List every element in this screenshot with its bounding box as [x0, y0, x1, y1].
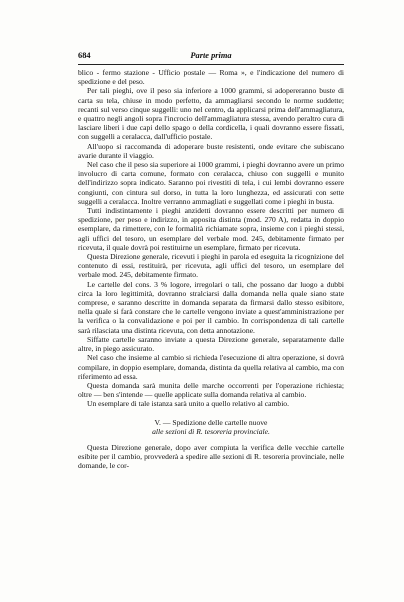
running-head: Parte prima [190, 51, 232, 60]
paragraph: Un esemplare di tale istanza sarà unito a quello relativo al cambio. [87, 399, 290, 409]
paragraph: Questa Direzione generale, ricevuti i pieghi in parola ed eseguita la ricognizione del contenuto di essi, restituirà, per ricevuta, agli uffici del tesoro, un esemplare del verbale mod. 245, debitamente firmato. [78, 252, 344, 280]
page-number: 684 [78, 51, 91, 60]
paragraph: All'uopo si raccomanda di adoperare buste resistenti, onde evitare che subiscano avarie durante il viaggio. [78, 141, 344, 160]
paragraph: Siffatte cartelle saranno inviate a questa Direzione generale, separatamente dalle altre, in piego assicurato. [78, 334, 344, 354]
section-heading-line: V. — Spedizione delle cartelle nuove [154, 417, 268, 427]
paragraph: Questa Direzione generale, dopo aver compiuta la verifica delle vecchie cartelle esibite per il cambio, provvederà a spedire alle sezioni di R. tesoreria provinciale, nelle domande, le cor- [78, 442, 344, 471]
header-rule [78, 64, 344, 65]
paragraph: Le cartelle del cons. 3 % logore, irregolari o tali, che possano dar luogo a dubbi circa la loro legittimità, dovranno stralciarsi dalla domanda nella quale siano state comprese, e saranno descritte in domanda separata da firmarsi dallo stesso esibitore, nella quale si farà constare che le cartelle vengono inviate a quest'amministrazione per la verifica o la convalidazione e poi per il cambio. In corrispondenza di tali cartelle sarà rilasciata una distinta ricevuta, con detta annotazione. [78, 279, 344, 335]
paragraph: Per tali pieghi, ove il peso sia inferiore a 1000 grammi, si adopereranno buste di carta su tela, chiuse in modo perfetto, da ammagliarsi secondo le norme suddette; recanti sul verso cinque suggelli: uno nel centro, da applicarsi prima dell'ammagliatura, e quattro negli angoli sopra l'incrocio dell'ammagliatura stessa, avendo peraltro cura di lasciare liberi i due capi dello spago o della cordicella, i quali dovranno essere fissati, con suggelli a ceralacca, dall'ufficio postale. [78, 86, 344, 142]
paragraph: blico - fermo stazione - Ufficio postale — Roma », e l'indicazione del numero di spedizione e del peso. [78, 68, 344, 87]
paragraph: Tutti indistintamente i pieghi anzidetti dovranno essere descritti per numero di spedizione, per peso e indirizzo, in apposita distinta (mod. 270 A), redatta in doppio esemplare, da rimettere, con le formalità richiamate sopra, insieme con i pieghi stessi, agli uffici del tesoro, un esemplare del verbale mod. 245, debitamente firmato per ricevuta, il quale dovrà poi restituirne un esemplare, firmato per ricevuta. [78, 206, 344, 252]
section-heading-line: alle sezioni di R. tesoreria provinciale. [152, 426, 270, 436]
page-header [78, 50, 344, 62]
paragraph: Nel caso che il peso sia superiore ai 1000 grammi, i pieghi dovranno avere un primo involucro di carta comune, formato con ceralacca, chiuso con suggelli e munito dell'indirizzo sopra indicato. Saranno poi rivestiti di tela, i cui lembi dovranno essere congiunti, con cintura sul dorso, in tutta la loro lunghezza, ed assicurati con sette suggelli a ceralacca. Inoltre verranno ammagliati e suggellati come i pieghi in busta. [78, 160, 344, 206]
section-heading [78, 418, 344, 436]
paragraph: Nel caso che insieme al cambio si richieda l'esecuzione di altra operazione, si dovrà compilare, in doppio esemplare, domanda, distinta da quella relativa al cambio, ma con riferimento ad essa. [78, 353, 344, 381]
paragraph: Questa domanda sarà munita delle marche occorrenti per l'operazione richiesta; oltre — ben s'intende — quelle applicate sulla domanda relativa al cambio. [78, 380, 344, 400]
body-text [78, 68, 344, 471]
